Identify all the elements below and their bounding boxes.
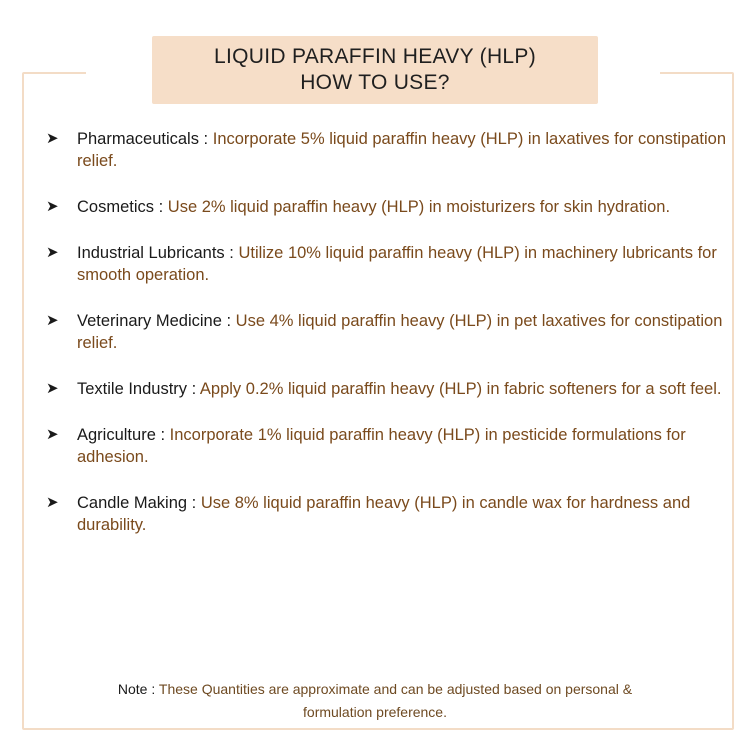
arrow-bullet-icon: ➤ <box>46 130 59 147</box>
usage-text: Use 8% liquid paraffin heavy (HLP) in candle wax for hardness and durability. <box>77 494 691 534</box>
usage-text: Use 2% liquid paraffin heavy (HLP) in moisturizers for skin hydration. <box>167 198 671 216</box>
usage-text: Incorporate 1% liquid paraffin heavy (HLP) in pesticide formulations for adhesion. <box>77 426 686 466</box>
footnote <box>90 678 660 724</box>
usage-item-industrial-lubricants <box>46 242 736 286</box>
note-label: Note : <box>117 681 156 697</box>
usage-item-textile-industry <box>46 378 736 400</box>
usage-item-agriculture <box>46 424 736 468</box>
usage-text: Utilize 10% liquid paraffin heavy (HLP) in machinery lubricants for smooth operation. <box>77 244 717 284</box>
usage-term: Cosmetics : <box>77 198 164 216</box>
usage-item-cosmetics <box>46 196 736 218</box>
usage-term: Veterinary Medicine : <box>77 312 232 330</box>
note-text: These Quantities are approximate and can be adjusted based on personal & formulation preference. <box>158 681 633 720</box>
title-banner <box>152 36 598 104</box>
usage-item-veterinary-medicine <box>46 310 736 354</box>
arrow-bullet-icon: ➤ <box>46 198 59 215</box>
arrow-bullet-icon: ➤ <box>46 380 59 397</box>
usage-term: Agriculture : <box>77 426 166 444</box>
arrow-bullet-icon: ➤ <box>46 426 59 443</box>
arrow-bullet-icon: ➤ <box>46 244 59 261</box>
usage-term: Pharmaceuticals : <box>77 130 209 148</box>
usage-item-pharmaceuticals <box>46 128 736 172</box>
usage-term: Textile Industry : <box>77 380 197 398</box>
usage-text: Apply 0.2% liquid paraffin heavy (HLP) in fabric softeners for a soft feel. <box>199 380 722 398</box>
arrow-bullet-icon: ➤ <box>46 312 59 329</box>
arrow-bullet-icon: ➤ <box>46 494 59 511</box>
usage-item-candle-making <box>46 492 736 536</box>
usage-term: Candle Making : <box>77 494 197 512</box>
page-subtitle: HOW TO USE? <box>300 71 450 94</box>
usage-list <box>46 128 736 560</box>
usage-text: Incorporate 5% liquid paraffin heavy (HLP) in laxatives for constipation relief. <box>77 130 727 170</box>
usage-term: Industrial Lubricants : <box>77 244 234 262</box>
usage-text: Use 4% liquid paraffin heavy (HLP) in pet laxatives for constipation relief. <box>77 312 723 352</box>
page-title: LIQUID PARAFFIN HEAVY (HLP) <box>214 45 536 68</box>
